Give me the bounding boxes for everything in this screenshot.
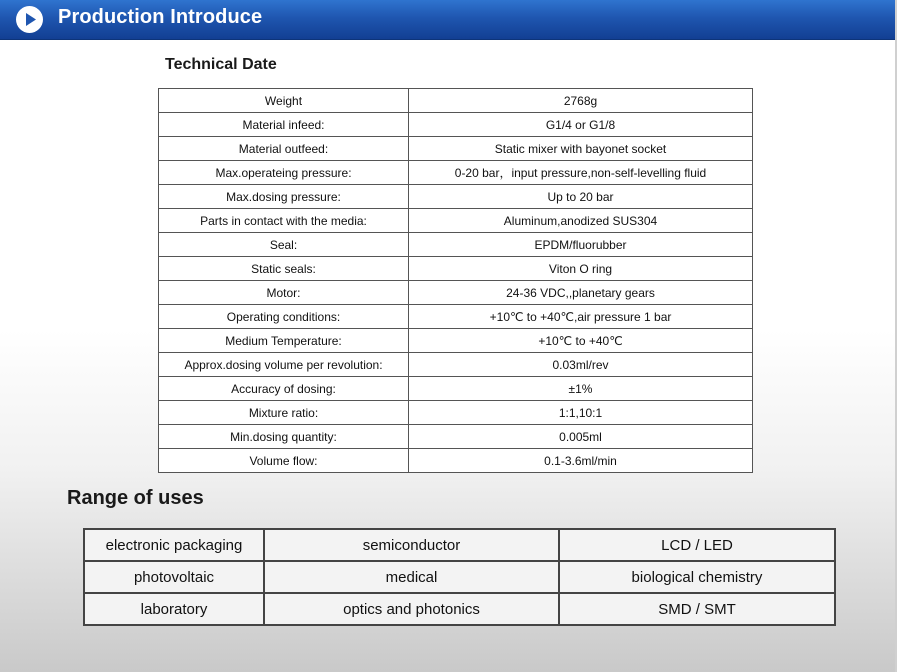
spec-label: Parts in contact with the media:: [159, 209, 409, 233]
spec-label: Operating conditions:: [159, 305, 409, 329]
table-row: [84, 561, 835, 593]
spec-value: 0.03ml/rev: [409, 353, 753, 377]
table-row: [159, 89, 753, 113]
spec-label: Accuracy of dosing:: [159, 377, 409, 401]
table-row: [159, 377, 753, 401]
use-cell: photovoltaic: [84, 561, 264, 593]
table-row: [159, 281, 753, 305]
spec-label: Medium Temperature:: [159, 329, 409, 353]
use-cell: LCD / LED: [559, 529, 835, 561]
use-cell: biological chemistry: [559, 561, 835, 593]
table-row: [159, 401, 753, 425]
spec-value: 24-36 VDC,,planetary gears: [409, 281, 753, 305]
spec-value: ±1%: [409, 377, 753, 401]
table-row: [159, 185, 753, 209]
use-cell: laboratory: [84, 593, 264, 625]
table-row: [159, 161, 753, 185]
table-row: [159, 209, 753, 233]
use-cell: semiconductor: [264, 529, 559, 561]
table-row: [159, 353, 753, 377]
spec-label: Seal:: [159, 233, 409, 257]
table-row: [159, 449, 753, 473]
spec-label: Material outfeed:: [159, 137, 409, 161]
spec-value: 0.005ml: [409, 425, 753, 449]
use-cell: medical: [264, 561, 559, 593]
use-cell: optics and photonics: [264, 593, 559, 625]
spec-label: Volume flow:: [159, 449, 409, 473]
spec-value: Viton O ring: [409, 257, 753, 281]
spec-value: 2768g: [409, 89, 753, 113]
play-icon[interactable]: [16, 6, 43, 33]
spec-value: Up to 20 bar: [409, 185, 753, 209]
spec-value: 0.1-3.6ml/min: [409, 449, 753, 473]
table-row: [159, 425, 753, 449]
spec-value: 0-20 bar，input pressure,non-self-levelling fluid: [409, 161, 753, 185]
spec-value: Aluminum,anodized SUS304: [409, 209, 753, 233]
spec-label: Static seals:: [159, 257, 409, 281]
spec-label: Material infeed:: [159, 113, 409, 137]
spec-label: Max.dosing pressure:: [159, 185, 409, 209]
technical-data-title: Technical Date: [165, 56, 277, 73]
spec-label: Approx.dosing volume per revolution:: [159, 353, 409, 377]
spec-value: +10℃ to +40℃: [409, 329, 753, 353]
use-cell: electronic packaging: [84, 529, 264, 561]
spec-label: Weight: [159, 89, 409, 113]
technical-data-table: [158, 88, 753, 473]
spec-label: Max.operateing pressure:: [159, 161, 409, 185]
table-row: [159, 233, 753, 257]
spec-value: 1:1,10:1: [409, 401, 753, 425]
table-row: [159, 257, 753, 281]
range-of-uses-title: Range of uses: [67, 487, 204, 509]
spec-value: +10℃ to +40℃,air pressure 1 bar: [409, 305, 753, 329]
range-of-uses-table: [83, 528, 836, 626]
use-cell: SMD / SMT: [559, 593, 835, 625]
table-row: [84, 529, 835, 561]
spec-value: EPDM/fluorubber: [409, 233, 753, 257]
table-row: [159, 329, 753, 353]
spec-value: Static mixer with bayonet socket: [409, 137, 753, 161]
table-row: [159, 113, 753, 137]
spec-value: G1/4 or G1/8: [409, 113, 753, 137]
spec-label: Min.dosing quantity:: [159, 425, 409, 449]
header-bar: [0, 0, 895, 40]
table-row: [84, 593, 835, 625]
page-title: Production Introduce: [58, 6, 263, 28]
table-row: [159, 137, 753, 161]
spec-label: Motor:: [159, 281, 409, 305]
table-row: [159, 305, 753, 329]
spec-label: Mixture ratio:: [159, 401, 409, 425]
